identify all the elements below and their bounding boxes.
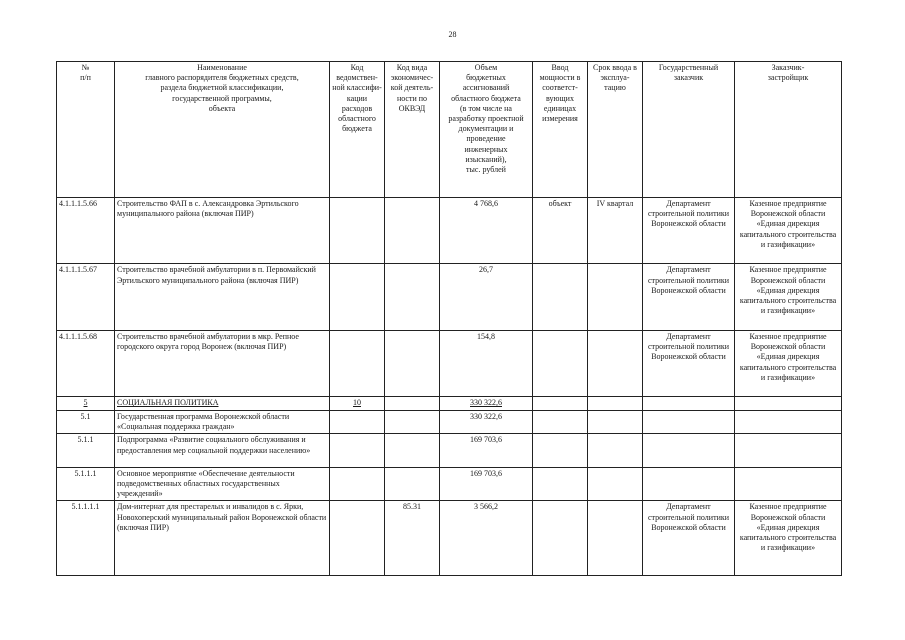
row-volume: 169 703,6: [440, 467, 533, 501]
table-row: [57, 264, 842, 330]
row-deadline: [588, 410, 643, 434]
row-volume: 330 322,6: [440, 410, 533, 434]
row-deadline: IV квартал: [588, 198, 643, 264]
row-customer: Департамент строительной политики Воронежской области: [643, 264, 735, 330]
row-okved: [385, 397, 440, 410]
row-name: Подпрограмма «Развитие социального обслуживания и предоставления мер социальной поддержки населению»: [115, 434, 330, 467]
measure-row: [57, 467, 842, 501]
row-dept-code: [330, 410, 385, 434]
row-capacity: [533, 264, 588, 330]
header-dept-code: Код ведомствен- ной классифи- кации расходов областного бюджета: [330, 62, 385, 198]
row-okved: [385, 410, 440, 434]
row-developer: [735, 410, 842, 434]
row-capacity: [533, 330, 588, 396]
table-header-row: [57, 62, 842, 198]
row-deadline: [588, 434, 643, 467]
row-okved: [385, 467, 440, 501]
row-developer: Казенное предприятие Воронежской области «Единая дирекция капитального строительства и газификации»: [735, 501, 842, 576]
row-okved: [385, 198, 440, 264]
row-developer: Казенное предприятие Воронежской области «Единая дирекция капитального строительства и газификации»: [735, 330, 842, 396]
section-row: [57, 397, 842, 410]
row-dept-code: [330, 264, 385, 330]
row-volume: 3 566,2: [440, 501, 533, 576]
budget-table: [56, 61, 842, 576]
row-num: 5.1.1.1: [57, 467, 115, 501]
header-volume: Объем бюджетных ассигнований областного бюджета (в том числе на разработку проектной документации и проведение инженерных изысканий), тыс. рублей: [440, 62, 533, 198]
row-developer: [735, 397, 842, 410]
row-okved: [385, 330, 440, 396]
header-customer: Государственный заказчик: [643, 62, 735, 198]
row-customer: [643, 397, 735, 410]
row-num: 5.1: [57, 410, 115, 434]
header-deadline: Срок ввода в эксплуа- тацию: [588, 62, 643, 198]
row-volume: 330 322,6: [440, 397, 533, 410]
row-capacity: [533, 501, 588, 576]
row-capacity: [533, 434, 588, 467]
row-name: Строительство врачебной амбулатории в мкр. Репное городского округа город Воронеж (включая ПИР): [115, 330, 330, 396]
header-num: № п/п: [57, 62, 115, 198]
header-okved: Код вида экономичес- кой деятель- ности по ОКВЭД: [385, 62, 440, 198]
row-okved: [385, 434, 440, 467]
row-customer: Департамент строительной политики Воронежской области: [643, 198, 735, 264]
row-capacity: [533, 397, 588, 410]
row-volume: 154,8: [440, 330, 533, 396]
row-developer: Казенное предприятие Воронежской области «Единая дирекция капитального строительства и газификации»: [735, 264, 842, 330]
row-customer: Департамент строительной политики Воронежской области: [643, 501, 735, 576]
row-dept-code: [330, 501, 385, 576]
row-dept-code: [330, 434, 385, 467]
row-deadline: [588, 264, 643, 330]
row-customer: [643, 434, 735, 467]
row-deadline: [588, 467, 643, 501]
row-volume: 169 703,6: [440, 434, 533, 467]
row-volume: 26,7: [440, 264, 533, 330]
row-name: Основное мероприятие «Обеспечение деятельности подведомственных областных государственных учреждений»: [115, 467, 330, 501]
row-num: 5.1.1: [57, 434, 115, 467]
row-capacity: объект: [533, 198, 588, 264]
row-deadline: [588, 501, 643, 576]
row-dept-code: 10: [330, 397, 385, 410]
row-customer: [643, 467, 735, 501]
row-num: 4.1.1.1.5.66: [57, 198, 115, 264]
row-volume: 4 768,6: [440, 198, 533, 264]
table-row: [57, 501, 842, 576]
header-name: Наименование главного распорядителя бюджетных средств, раздела бюджетной классификации, государственной программы, объекта: [115, 62, 330, 198]
row-num: 5.1.1.1.1: [57, 501, 115, 576]
row-okved: 85.31: [385, 501, 440, 576]
row-developer: [735, 467, 842, 501]
row-name: Дом-интернат для престарелых и инвалидов в с. Ярки, Новохоперский муниципальный район Воронежской области (включая ПИР): [115, 501, 330, 576]
row-developer: [735, 434, 842, 467]
row-capacity: [533, 467, 588, 501]
row-num: 4.1.1.1.5.67: [57, 264, 115, 330]
row-name: СОЦИАЛЬНАЯ ПОЛИТИКА: [115, 397, 330, 410]
row-developer: Казенное предприятие Воронежской области «Единая дирекция капитального строительства и газификации»: [735, 198, 842, 264]
row-okved: [385, 264, 440, 330]
row-deadline: [588, 330, 643, 396]
row-dept-code: [330, 198, 385, 264]
row-dept-code: [330, 330, 385, 396]
row-name: Строительство врачебной амбулатории в п. Первомайский Эртильского муниципального района (включая ПИР): [115, 264, 330, 330]
row-dept-code: [330, 467, 385, 501]
subprogram-row: [57, 434, 842, 467]
row-name: Государственная программа Воронежской области «Социальная поддержка граждан»: [115, 410, 330, 434]
row-num: 4.1.1.1.5.68: [57, 330, 115, 396]
table-row: [57, 198, 842, 264]
row-num: 5: [57, 397, 115, 410]
row-name: Строительство ФАП в с. Александровка Эртильского муниципального района (включая ПИР): [115, 198, 330, 264]
table-row: [57, 330, 842, 396]
row-customer: Департамент строительной политики Воронежской области: [643, 330, 735, 396]
row-deadline: [588, 397, 643, 410]
header-capacity: Ввод мощности в соответст- вующих единицах измерения: [533, 62, 588, 198]
row-capacity: [533, 410, 588, 434]
row-customer: [643, 410, 735, 434]
page-number: 28: [448, 30, 457, 39]
program-row: [57, 410, 842, 434]
header-developer: Заказчик- застройщик: [735, 62, 842, 198]
